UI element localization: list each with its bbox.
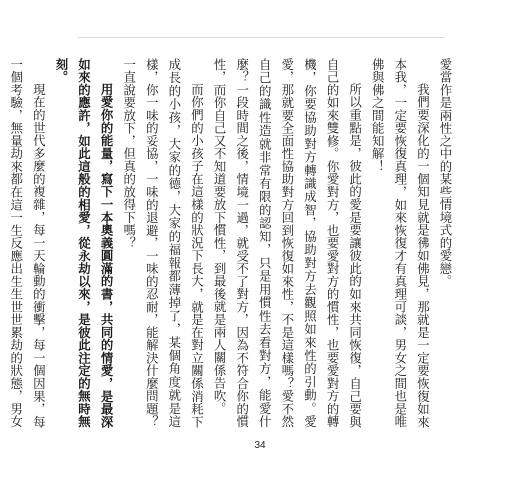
paragraph: 而你們的小孩子在這樣的狀況下長大，就是在對立關係消耗下成長的小孩，大家的德，大家的福報都薄掉了，某個角度就是這樣，你一味的妥協，一味的退避，一味的忍耐，能解決什麼問題？一直說要放下，但真的放得下嗎？: [121, 58, 205, 428]
paragraph: 所以重點是，彼此的愛是要讓彼此的如來共同恢復，自己要與自己的如來雙修。你愛對方，也要愛對方的慣性，也要愛對方的轉機，你要協助對方轉識成智，協助對方去觀照如來性的引動。愛愛，那就要全面性協助對方回到恢復如來性，不是這樣嗎？愛不然自己的識性造就非常有限的認知，只是用慣性去看對方，能愛什麼？一段時間之後，情境一過，就受不了對方，因為不符合你的慣性，而你自己又不知道要放下慣性，到最後就是兩人關係告吹。: [212, 58, 363, 428]
header-rule: [78, 37, 444, 38]
paragraph: 現在的世代多麼的複雜，每一天輪動的衝擊，每一個因果，每一個考驗，無量劫來都在這一生反應出生生世世累劫的狀態，男女: [8, 58, 47, 428]
paragraph: 我們要深化的一個知見就是彿如佛見，那就是一定要恢復如來本我，一定要恢復真理，如來恢復才有真理可談，男女之間也是唯佛與佛之間能知解！: [370, 58, 431, 428]
paragraph: 愛當作是兩性之中的某些情境式的愛戀。: [438, 58, 453, 288]
emphasized-paragraph: 用愛你的能量，寫下一本奧義圓滿的書，共同的情愛，是最深如來的應許，如此這般的相愛，從永劫以來，是彼此注定的無時無刻。: [53, 58, 115, 428]
body-text: [8, 58, 456, 428]
page-number: 34: [254, 440, 266, 451]
